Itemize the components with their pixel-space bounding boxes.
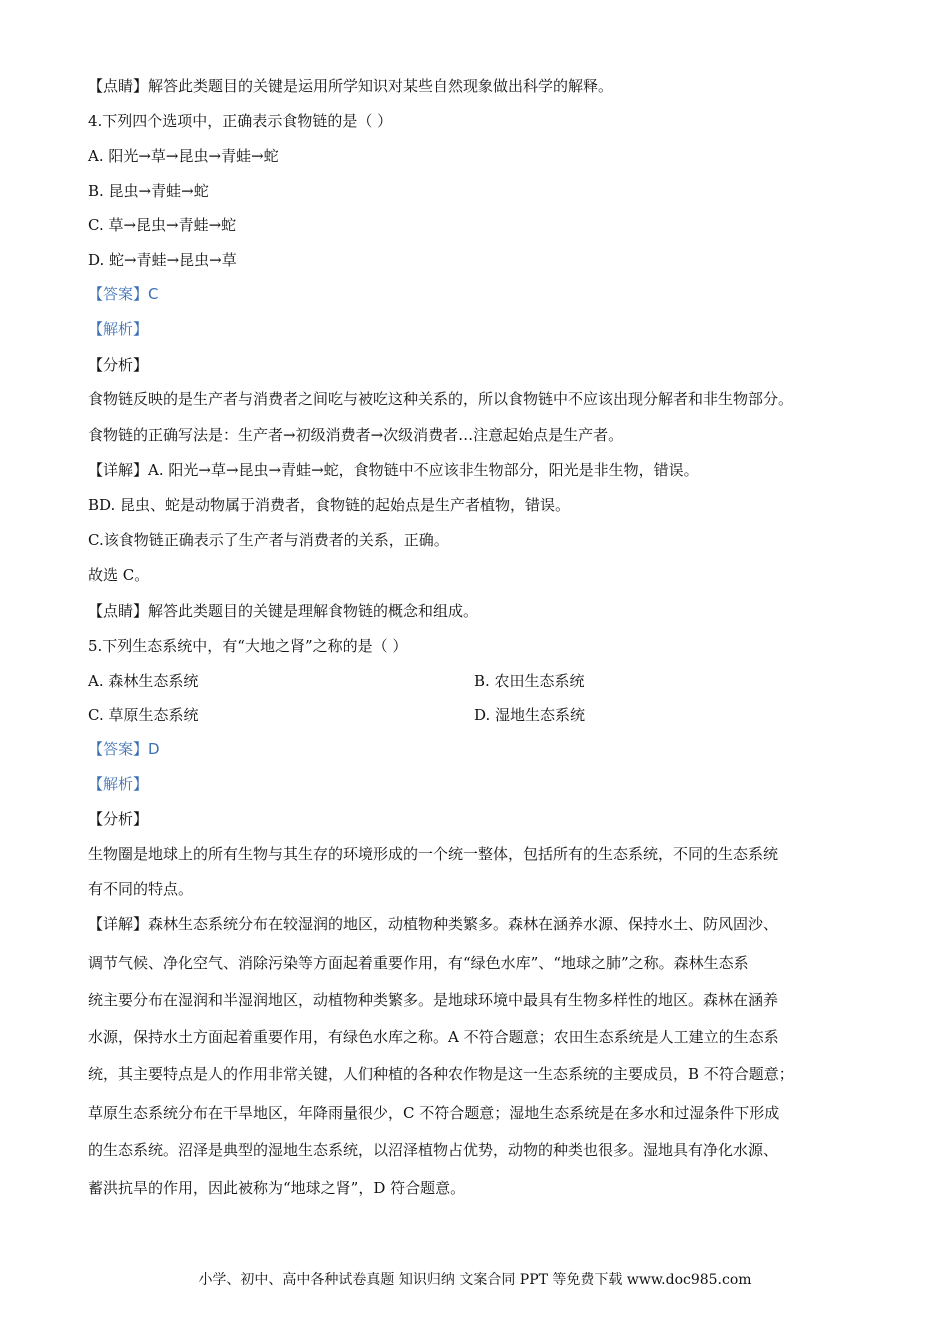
q4-option-a: A. 阳光→草→昆虫→青蛙→蛇 (88, 147, 279, 165)
q4-tip: 【点睛】解答此类题目的关键是理解食物链的概念和组成。 (88, 602, 479, 620)
q4-conclusion: 故选 C。 (88, 566, 150, 584)
q4-detail: BD. 昆虫、蛇是动物属于消费者，食物链的起始点是生产者植物，错误。 (88, 496, 571, 514)
q4-option-b: B. 昆虫→青蛙→蛇 (88, 182, 209, 200)
q5-paragraph: 生物圈是地球上的所有生物与其生存的环境形成的一个统一整体，包括所有的生态系统，不同的生态系统 (88, 845, 779, 863)
q5-paragraph: 有不同的特点。 (88, 880, 194, 898)
q5-option-a: A. 森林生态系统 (88, 672, 199, 690)
q5-analysis-heading: 【解析】 (88, 775, 149, 793)
q5-fenxi-heading: 【分析】 (88, 810, 149, 828)
q5-detail: 调节气候、净化空气、消除污染等方面起着重要作用，有“绿色水库”、“地球之肺”之称。森林生态系 (88, 954, 749, 972)
q4-option-c: C. 草→昆虫→青蛙→蛇 (88, 216, 237, 234)
q5-option-d: D. 湿地生态系统 (474, 706, 586, 724)
q4-option-d: D. 蛇→青蛙→昆虫→草 (88, 251, 237, 269)
question-5: 5.下列生态系统中，有“大地之肾”之称的是（ ） (88, 637, 408, 655)
q4-analysis-heading: 【解析】 (88, 320, 149, 338)
q5-detail: 统主要分布在湿润和半湿润地区，动植物种类繁多。是地球环境中最具有生物多样性的地区。森林在涵养 (88, 991, 779, 1009)
q5-option-b: B. 农田生态系统 (474, 672, 585, 690)
q5-detail: 草原生态系统分布在干旱地区，年降雨量很少，C 不符合题意；湿地生态系统是在多水和过湿条件下形成 (88, 1104, 780, 1122)
q5-detail: 统，其主要特点是人的作用非常关键，人们种植的各种农作物是这一生态系统的主要成员，B 不符合题意； (88, 1065, 794, 1083)
q5-detail: 水源，保持水土方面起着重要作用，有绿色水库之称。A 不符合题意；农田生态系统是人工建立的生态系 (88, 1028, 779, 1046)
page-footer: 小学、初中、高中各种试卷真题 知识归纳 文案合同 PPT 等免费下载 www.doc985.com (198, 1272, 752, 1288)
q5-answer: 【答案】D (88, 740, 160, 758)
q5-detail: 【详解】森林生态系统分布在较湿润的地区，动植物种类繁多。森林在涵养水源、保持水土、防风固沙、 (88, 915, 779, 933)
question-4: 4.下列四个选项中，正确表示食物链的是（ ） (88, 112, 393, 130)
q5-detail: 的生态系统。沼泽是典型的湿地生态系统，以沼泽植物占优势，动物的种类也很多。湿地具有净化水源、 (88, 1141, 779, 1159)
q4-answer: 【答案】C (88, 285, 159, 303)
q5-option-c: C. 草原生态系统 (88, 706, 199, 724)
q4-fenxi-heading: 【分析】 (88, 356, 149, 374)
q4-paragraph: 食物链反映的是生产者与消费者之间吃与被吃这种关系的，所以食物链中不应该出现分解者和非生物部分。 (88, 390, 794, 408)
q4-detail: C.该食物链正确表示了生产者与消费者的关系，正确。 (88, 531, 449, 549)
tip-line: 【点睛】解答此类题目的关键是运用所学知识对某些自然现象做出科学的解释。 (88, 77, 614, 95)
q4-paragraph: 食物链的正确写法是：生产者→初级消费者→次级消费者…注意起始点是生产者。 (88, 426, 624, 444)
q4-detail: 【详解】A. 阳光→草→昆虫→青蛙→蛇，食物链中不应该非生物部分，阳光是非生物，错误。 (88, 461, 699, 479)
q5-detail: 蓄洪抗旱的作用，因此被称为“地球之肾”，D 符合题意。 (88, 1179, 466, 1197)
